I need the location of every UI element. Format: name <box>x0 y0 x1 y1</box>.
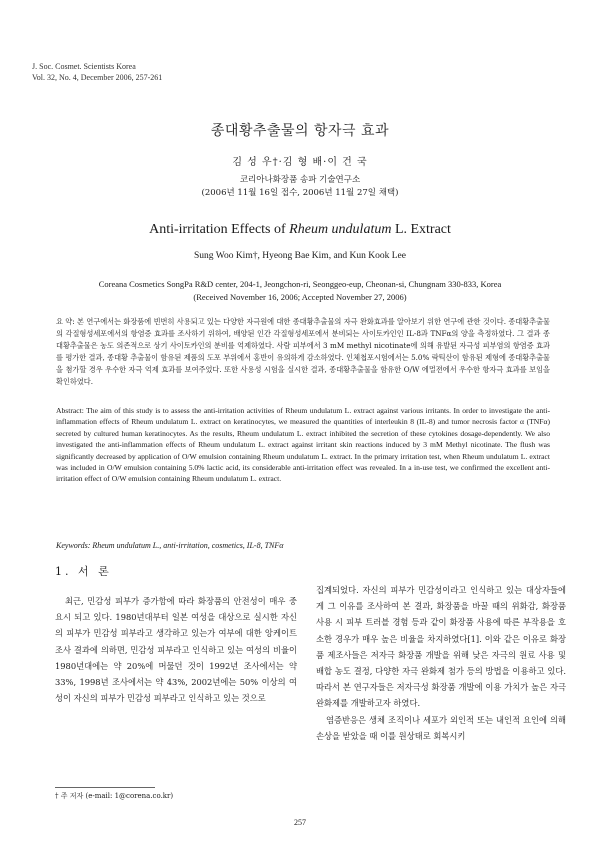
english-title <box>0 222 600 238</box>
page-number: 257 <box>294 818 306 827</box>
english-title-prefix: Anti-irritation Effects of <box>149 222 290 237</box>
english-affiliation-block <box>0 278 600 304</box>
keywords: Keywords: Rheum undulatum L., anti-irritation, cosmetics, IL-8, TNFα <box>56 541 284 550</box>
body-paragraph-right-1: 집계되었다. 자신의 피부가 민감성이라고 인식하고 있는 대상자들에게 그 이유를 조사하여 본 결과, 화장품을 바꿀 때의 위화감, 화장품 사용 시 피부 트러블 경험 등과 같이 화장품 사용에 따른 부작용을 호소한 경우가 매우 높은 비율을 차지하였다[1]. 이와 같은 이유로 화장품 제조사들은 저자극 화장품 개발을 위해 낮은 자극의 원료 사용 및 배합 농도 결정, 다양한 자극 완화제 첨가 등의 방법을 이용하고 있다. 따라서 본 연구자들은 저자극성 화장품 개발에 이용 가치가 높은 자극완화제를 개발하고자 하였다. <box>316 585 566 709</box>
section-heading-introduction: 1. 서 론 <box>55 565 112 578</box>
journal-header <box>32 61 162 83</box>
right-column <box>316 582 566 744</box>
left-column <box>55 563 297 706</box>
english-authors: Sung Woo Kim†, Hyeong Bae Kim, and Kun Kook Lee <box>194 251 406 261</box>
english-title-suffix: L. Extract <box>391 222 451 237</box>
body-paragraph-right-2: 염증반응은 생체 조직이나 세포가 외인적 또는 내인적 요인에 의해 손상을 받았을 때 이를 원상태로 회복시키 <box>316 714 566 741</box>
footnote-rule <box>55 787 155 788</box>
korean-received-dates: (2006년 11월 16일 접수, 2006년 11월 27일 채택) <box>201 188 399 198</box>
english-title-species: Rheum undulatum <box>289 222 392 237</box>
english-received-dates: (Received November 16, 2006; Accepted November 27, 2006) <box>193 292 407 302</box>
korean-affiliation: 코리아나화장품 송파 기술연구소 <box>239 175 361 185</box>
footnote: † 주 저자 (e-mail: 1@corena.co.kr) <box>55 792 174 800</box>
korean-title: 종대황추출물의 항자극 효과 <box>210 123 390 139</box>
body-paragraph-left: 최근, 민감성 피부가 증가함에 따라 화장품의 안전성이 매우 중요시 되고 있다. 1980년대부터 일본 여성을 대상으로 실시한 자신의 피부가 민감성 피부라고 생각하고 있는가 여부에 대한 앙케이트 조사 결과에 의하면, 민감성 피부라고 인식하고 있는 여성의 비율이 1980년대에는 약 20%에 머물던 것이 1992년 조사에서는 약 33%, 1998년 조사에서는 약 43%, 2002년에는 50% 이상의 여성이 자신의 피부가 민감성 피부라고 인식하고 있는 것으로 <box>55 596 297 704</box>
journal-volume: Vol. 32, No. 4, December 2006, 257-261 <box>32 73 163 82</box>
english-abstract: Abstract: The aim of this study is to assess the anti-irritation activities of Rheum undulatum L. extract against various irritants. In order to investigate the anti-inflammation effects of Rheum undulatum L. extract on keratinocytes, we measured the quantities of interleukin 8 (IL-8) and tumor necrosis factor α (TNFα) secreted by cultured human keratinocytes. As the results, Rheum undulatum L. extract inhibited the secretion of these cytokines dosage-dependently. We also investigated the anti-inflammation effects of Rheum undulatum L. extract against irritant skin reactions induced by 3 mM Methyl nicotinate. The flush was significantly decreased by application of O/W emulsion containing Rheum undulatum L. extract. In the primary irritation test, when Rheum undulatum L. extract was included in O/W emulsion containing 5.0% lactic acid, its considerable anti-irritation effect was revealed. In a in-use test, we confirmed the excellent anti-irritation effect of O/W emulsion containing Rheum undulatum L. extract. <box>56 406 550 484</box>
korean-authors: 김 성 우†·김 형 배·이 건 국 <box>232 157 368 168</box>
english-affiliation: Coreana Cosmetics SongPa R&D center, 204-1, Jeongchon-ri, Seonggeo-eup, Cheonan-si, Chungnam 330-833, Korea <box>98 279 502 289</box>
korean-affiliation-block <box>0 174 600 200</box>
korean-abstract: 요 약: 본 연구에서는 화장품에 빈번히 사용되고 있는 다양한 자극원에 대한 종대황추출물의 자극 완화효과를 알아보기 위한 연구에 관한 것이다. 종대황추출물의 각질형성세포에서의 항염증 효과를 조사하기 위하여, 배양된 인간 각질형성세포에서 분비되는 사이토카인인 IL-8과 TNFα의 양을 측정하였다. 그 결과 종대황추출물은 농도 의존적으로 상기 사이토카인의 분비를 억제하였다. 사람 피부에서 3 mM methyl nicotinate에 의해 유발된 자극성 피부염의 항염증 효과를 평가한 결과, 종대황 추출물이 함유된 제품의 도포 부위에서 홍반이 유의하게 감소하였다. 인체첩포시험에서는 5.0% 락틱산이 함유된 제형에 종대황추출물을 첨가할 경우 우수한 자극 억제 효과를 보여주었다. 또한 사용성 시험을 실시한 결과, 종대황추출물을 함유한 O/W 에멀젼에서 우수한 항자극 효과를 보임을 확인하였다. <box>56 317 550 386</box>
journal-name: J. Soc. Cosmet. Scientists Korea <box>32 62 136 71</box>
